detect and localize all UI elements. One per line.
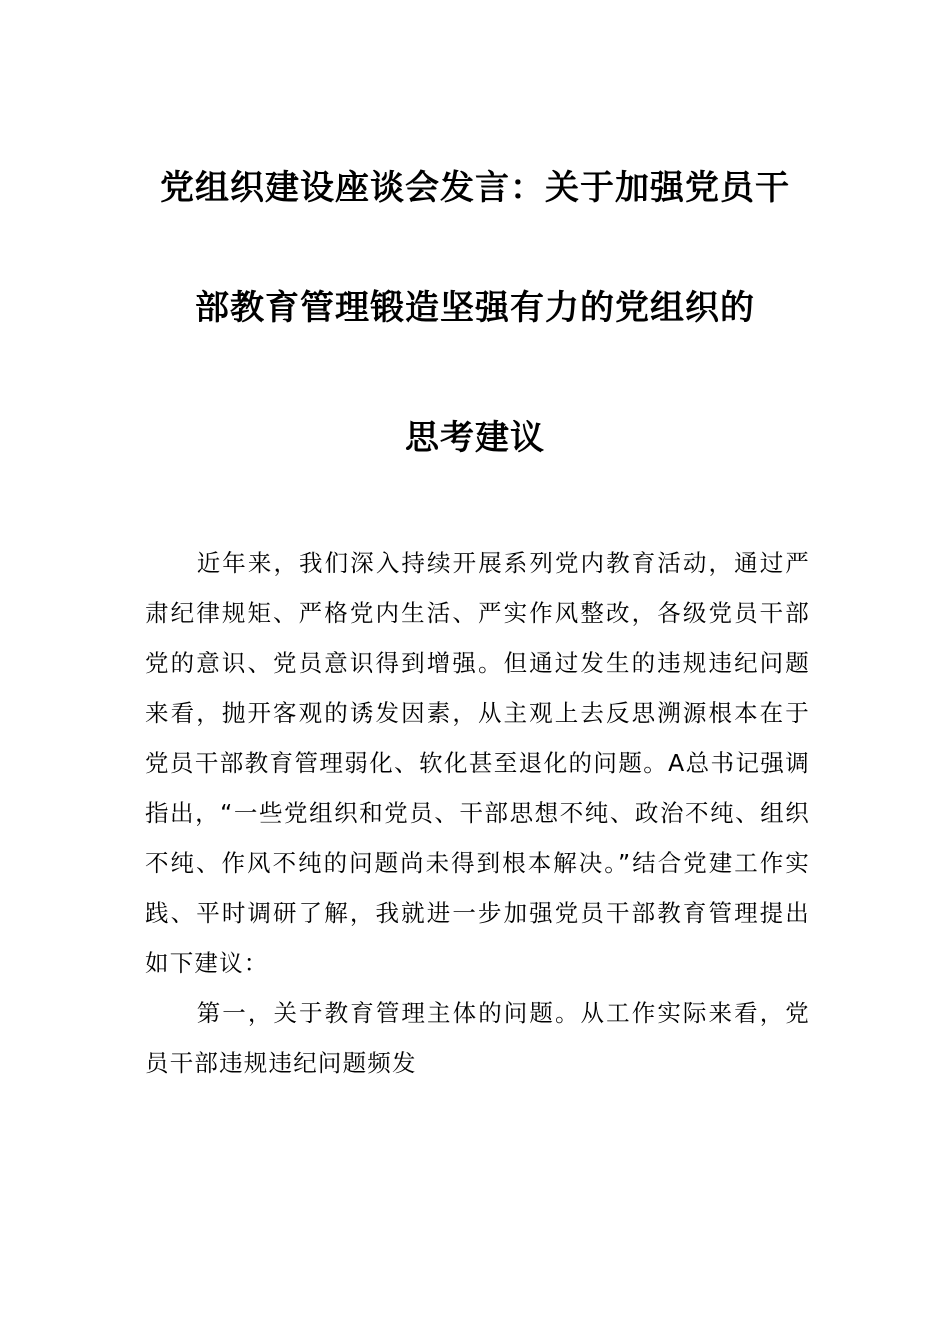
document-body [145,538,810,1088]
paragraph-2: 第一，关于教育管理主体的问题。从工作实际来看，党员干部违规违纪问题频发 [145,999,810,1077]
title-line-1: 党组织建设座谈会发言：关于加强党员干 [160,168,790,208]
title-line-2: 部教育管理锻造坚强有力的党组织的 [195,288,755,328]
title-line-3: 思考建议 [405,418,545,458]
paragraph-1: 近年来，我们深入持续开展系列党内教育活动，通过严肃纪律规矩、严格党内生活、严实作风整改，各级党员干部党的意识、党员意识得到增强。但通过发生的违规违纪问题来看，抛开客观的诱发因素，从主观上去反思溯源根本在于党员干部教育管理弱化、软化甚至退化的问题。A总书记强调指出，“一些党组织和党员、干部思想不纯、政治不纯、组织不纯、作风不纯的问题尚未得到根本解决。”结合党建工作实践、平时调研了解，我就进一步加强党员干部教育管理提出如下建议： [145,549,810,977]
